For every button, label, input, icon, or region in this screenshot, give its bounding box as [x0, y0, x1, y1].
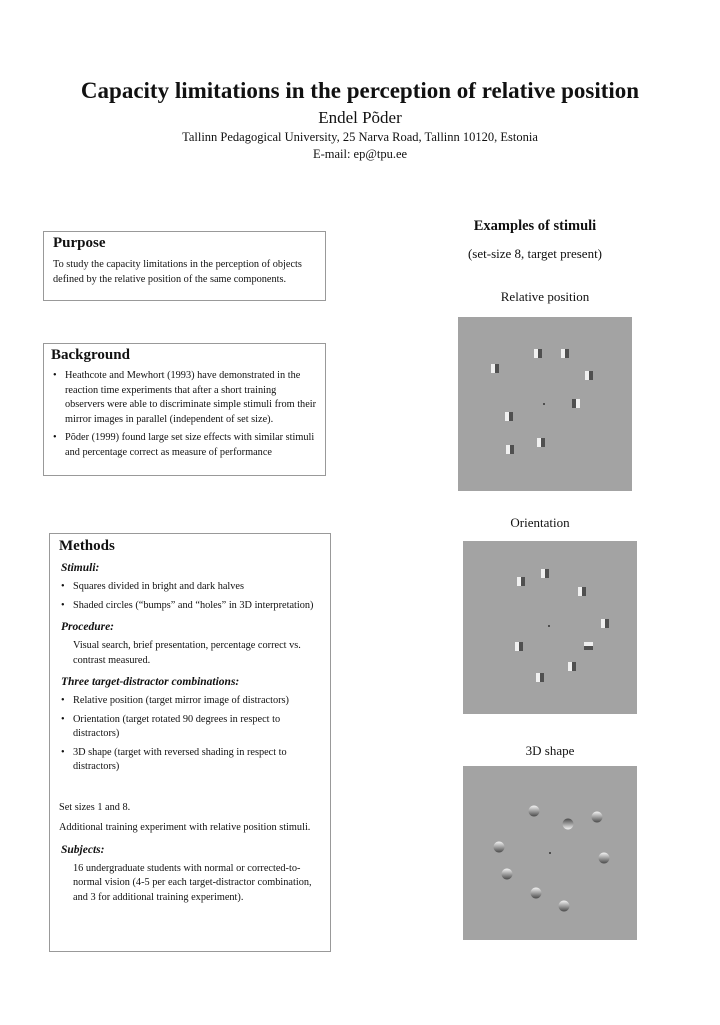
stimulus-panel-orientation [463, 541, 637, 714]
affiliation: Tallinn Pedagogical University, 25 Narva Road, Tallinn 10120, Estonia [182, 130, 538, 144]
square-stimulus [601, 619, 609, 628]
list-item: • Orientation (target rotated 90 degrees in respect to distractors) [61, 713, 281, 739]
square-stimulus [515, 642, 523, 651]
square-stimulus [506, 445, 514, 454]
purpose-text: To study the capacity limitations in the perception of objects defined by the relative position of the same components. [53, 259, 302, 285]
hole-target-stimulus [563, 819, 574, 830]
3d-shape-stimulus-image [463, 766, 637, 940]
poster-title: Capacity limitations in the perception of relative position [80, 78, 640, 103]
square-stimulus [537, 438, 545, 447]
relative-position-stimulus-image [458, 317, 632, 491]
procedure-text: Visual search, brief presentation, percentage correct vs. contrast measured. [73, 640, 301, 666]
square-stimulus [491, 364, 499, 373]
background-box [43, 343, 326, 476]
bump-stimulus [559, 901, 570, 912]
bullet-glyph: • [53, 370, 57, 381]
square-stimulus [561, 349, 569, 358]
stimulus-panel-3d-shape [463, 766, 637, 940]
subjects-heading: Subjects: [61, 843, 105, 856]
subjects-text: 16 undergraduate students with normal or corrected-to-normal vision (4-5 per each target-distractor combination, and 3 for additional training experiment). [73, 862, 312, 903]
methods-heading: Methods [59, 538, 115, 554]
label-orientation: Orientation [510, 515, 570, 530]
list-item: • Relative position (target mirror image of distractors) [59, 694, 324, 709]
bump-stimulus [531, 888, 542, 899]
fixation-point [548, 625, 550, 627]
square-stimulus [534, 349, 542, 358]
author-name: Endel Põder [318, 108, 402, 127]
fixation-point [549, 852, 551, 854]
list-item: • Heathcote and Mewhort (1993) have demonstrated in the reaction time experiments that after a short training observers were able to discriminate simple stimuli from their mirror images in parallel (independent of set size). [53, 370, 317, 425]
examples-title: Examples of stimuli [473, 218, 597, 234]
list-item: • 3D shape (target with reversed shading in respect to distractors) [61, 746, 287, 772]
square-stimulus [505, 412, 513, 421]
purpose-heading: Purpose [53, 235, 106, 251]
bump-stimulus [494, 842, 505, 853]
list-item: • Põder (1999) found large set size effects with similar stimuli and percentage correct as measure of performance [53, 432, 315, 458]
square-stimulus [585, 371, 593, 380]
bullet-glyph: • [61, 713, 65, 725]
methods-box [49, 533, 331, 952]
bump-stimulus [592, 812, 603, 823]
stimulus-panel-relative-position [458, 317, 632, 491]
list-item: • Squares divided in bright and dark halves [59, 580, 324, 595]
square-stimulus [541, 569, 549, 578]
bullet-glyph: • [53, 432, 57, 443]
bump-stimulus [599, 853, 610, 864]
bullet-glyph: • [61, 695, 65, 706]
bullet-glyph: • [61, 746, 65, 758]
square-stimulus [536, 673, 544, 682]
stimuli-list [59, 580, 324, 613]
square-stimulus [584, 642, 593, 650]
training-text: Additional training experiment with relative position stimuli. [59, 822, 311, 833]
background-heading: Background [51, 347, 130, 363]
bump-stimulus [502, 869, 513, 880]
stimuli-heading: Stimuli: [61, 562, 100, 574]
bump-stimulus [529, 806, 540, 817]
label-3d-shape: 3D shape [525, 743, 575, 758]
examples-subtitle: (set-size 8, target present) [467, 246, 603, 261]
fixation-point [543, 403, 545, 405]
background-list [51, 369, 317, 460]
purpose-box [43, 231, 326, 301]
list-item: • Shaded circles (“bumps” and “holes” in 3D interpretation) [59, 599, 324, 614]
square-stimulus [578, 587, 586, 596]
bullet-glyph: • [61, 581, 65, 592]
square-stimulus [568, 662, 576, 671]
set-sizes-text: Set sizes 1 and 8. [59, 801, 131, 813]
square-stimulus [517, 577, 525, 586]
bullet-glyph: • [61, 599, 65, 611]
email: E-mail: ep@tpu.ee [312, 147, 408, 161]
square-stimulus [572, 399, 580, 408]
combos-heading: Three target-distractor combinations: [61, 676, 240, 688]
procedure-heading: Procedure: [61, 621, 115, 633]
combos-list [59, 694, 324, 775]
orientation-stimulus-image [463, 541, 637, 714]
label-relative-position: Relative position [500, 289, 590, 304]
